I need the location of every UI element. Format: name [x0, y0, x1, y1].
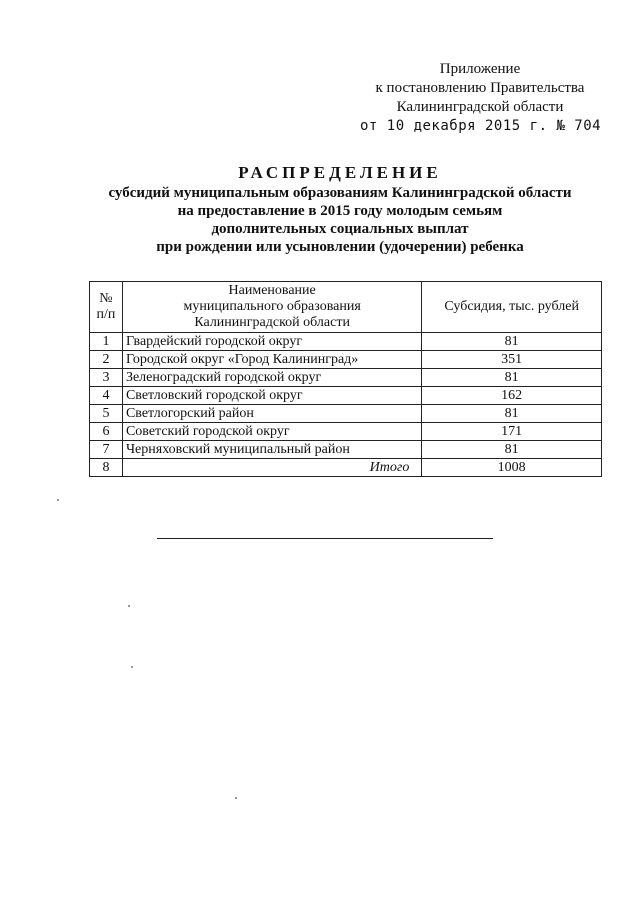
table-row	[90, 333, 602, 351]
total-label: Итого	[122, 459, 421, 477]
header-num: № п/п	[90, 282, 123, 333]
table-header-row	[90, 282, 602, 333]
subtitle-line: дополнительных социальных выплат	[211, 221, 469, 237]
document-heading	[70, 162, 610, 256]
row-sum: 171	[422, 423, 602, 441]
row-num: 4	[90, 387, 123, 405]
row-sum: 81	[422, 441, 602, 459]
scan-speck	[128, 605, 130, 607]
table-row	[90, 441, 602, 459]
subsidy-table	[89, 281, 602, 477]
row-num: 2	[90, 351, 123, 369]
table-row	[90, 387, 602, 405]
table-row	[90, 423, 602, 441]
row-sum: 351	[422, 351, 602, 369]
row-name: Светлогорский район	[122, 405, 421, 423]
appendix-label: Приложение	[439, 61, 521, 77]
subtitle-line: при рождении или усыновлении (удочерении) ребенка	[156, 239, 524, 255]
appendix-date-line: от 10 декабря 2015 г. № 704	[360, 118, 602, 134]
row-num: 1	[90, 333, 123, 351]
row-name: Городской округ «Город Калининград»	[122, 351, 421, 369]
row-name: Светловский городской округ	[122, 387, 421, 405]
scan-speck	[131, 666, 133, 668]
appendix-resolution-line: к постановлению Правительства	[375, 80, 585, 96]
total-num: 8	[90, 459, 123, 477]
document-title: РАСПРЕДЕЛЕНИЕ	[238, 163, 442, 182]
table-row	[90, 369, 602, 387]
table-row	[90, 405, 602, 423]
header-name-line: Наименование	[228, 283, 316, 298]
subtitle-line: субсидий муниципальным образованиям Калининградской области	[108, 185, 572, 201]
scan-speck	[235, 797, 237, 799]
row-sum: 162	[422, 387, 602, 405]
table-row	[90, 351, 602, 369]
closing-rule	[157, 538, 493, 539]
header-sum: Субсидия, тыс. рублей	[422, 282, 602, 333]
header-name	[122, 282, 421, 333]
row-num: 7	[90, 441, 123, 459]
subtitle-line: на предоставление в 2015 году молодым семьям	[177, 203, 503, 219]
total-row	[90, 459, 602, 477]
row-num: 3	[90, 369, 123, 387]
row-name: Черняховский муниципальный район	[122, 441, 421, 459]
header-name-line: муниципального образования	[183, 299, 361, 314]
row-name: Зеленоградский городской округ	[122, 369, 421, 387]
appendix-region-line: Калининградской области	[396, 99, 564, 115]
appendix-block	[360, 60, 600, 136]
row-num: 5	[90, 405, 123, 423]
total-sum: 1008	[422, 459, 602, 477]
row-sum: 81	[422, 369, 602, 387]
row-sum: 81	[422, 333, 602, 351]
row-sum: 81	[422, 405, 602, 423]
row-name: Гвардейский городской округ	[122, 333, 421, 351]
document-subtitle	[70, 184, 610, 256]
row-num: 6	[90, 423, 123, 441]
header-name-line: Калининградской области	[194, 315, 350, 330]
scan-speck	[57, 499, 59, 501]
row-name: Советский городской округ	[122, 423, 421, 441]
